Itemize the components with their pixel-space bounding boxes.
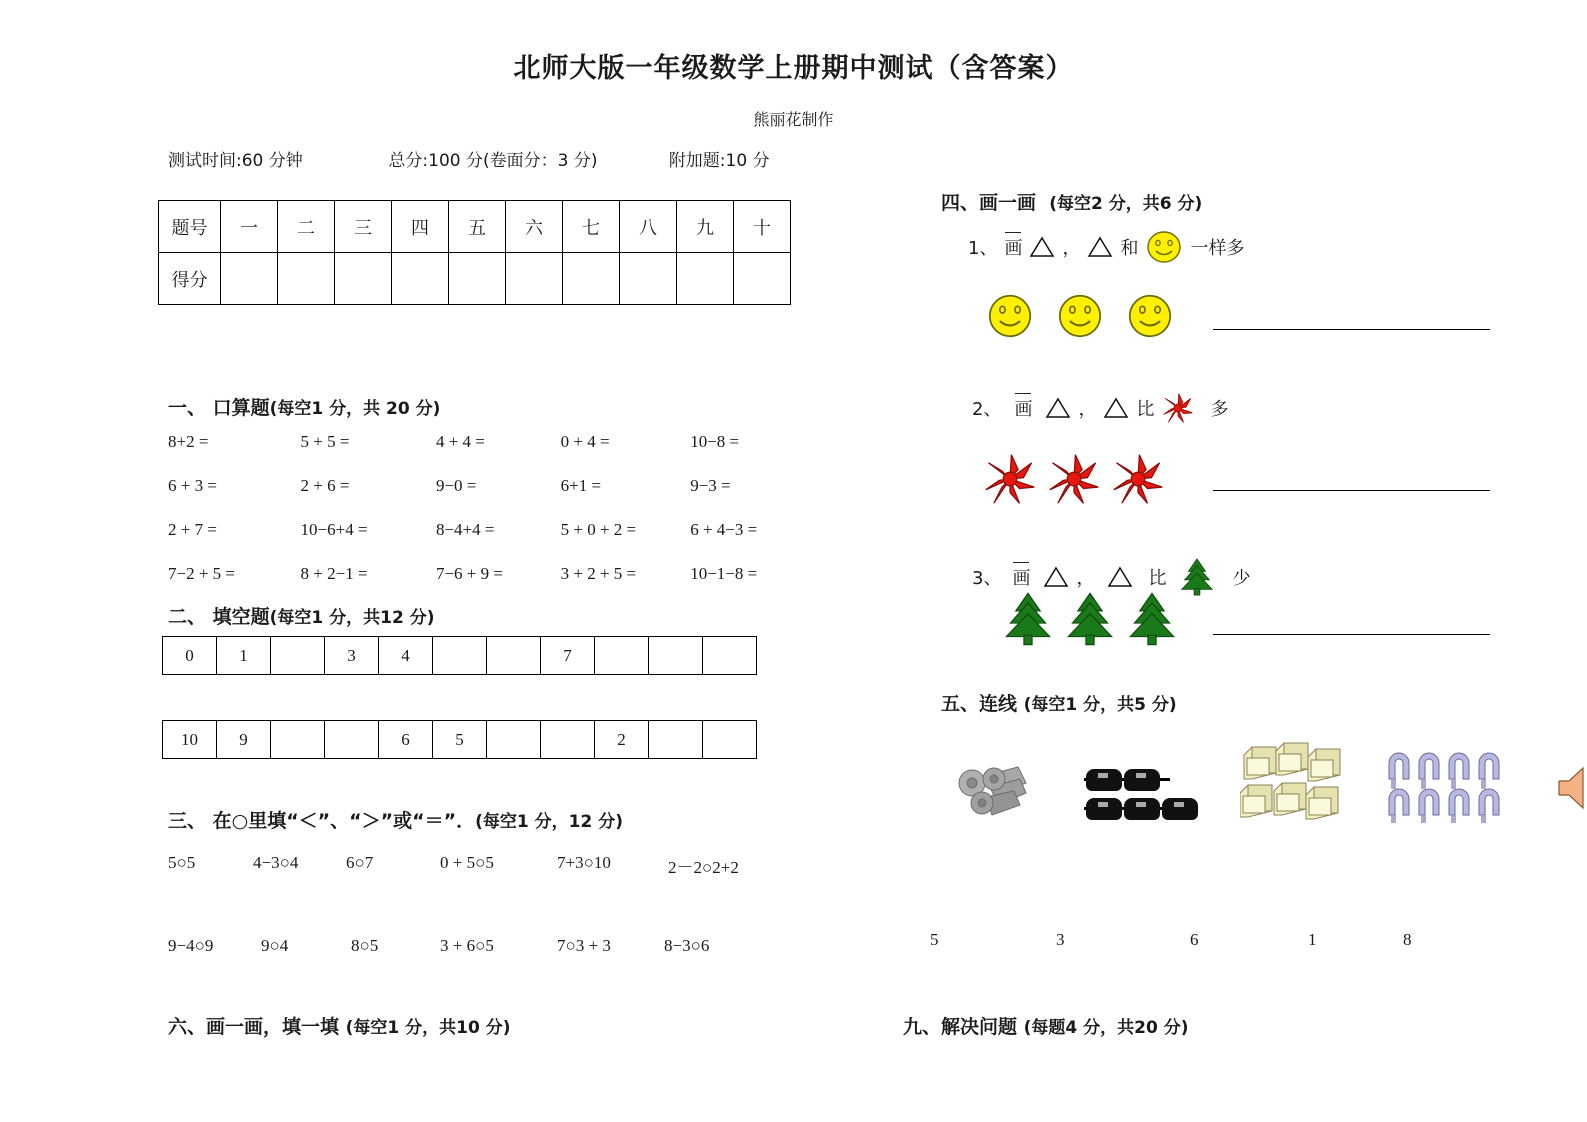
triangle-icon bbox=[1043, 566, 1069, 588]
calc-problem[interactable]: 4 + 4 = bbox=[435, 432, 485, 451]
tree-icon bbox=[1064, 592, 1116, 646]
score-cell-3[interactable] bbox=[335, 253, 392, 305]
triangle-icon bbox=[1087, 236, 1113, 258]
strip-cell[interactable] bbox=[541, 721, 595, 759]
lianxian-group-3[interactable] bbox=[1240, 741, 1348, 828]
lianxian-number[interactable]: 8 bbox=[1403, 930, 1412, 949]
compare-problem[interactable]: 4−3○4 bbox=[253, 853, 299, 872]
row-label-score: 得分 bbox=[159, 253, 221, 305]
number-strip-bottom bbox=[162, 720, 757, 759]
calc-problem[interactable]: 6 + 3 = bbox=[168, 476, 217, 495]
section-9-title: 九、解决问题 bbox=[903, 1016, 1018, 1038]
section-9-heading bbox=[903, 1012, 1189, 1039]
strip-cell[interactable]: 3 bbox=[325, 637, 379, 675]
lianxian-group-5[interactable] bbox=[1555, 763, 1587, 818]
score-table bbox=[158, 200, 791, 305]
strip-cell[interactable]: 5 bbox=[433, 721, 487, 759]
strip-cell[interactable] bbox=[271, 637, 325, 675]
table-row bbox=[163, 721, 757, 759]
tree-icon bbox=[1002, 592, 1054, 646]
triangle-icon bbox=[1107, 566, 1133, 588]
section-1-heading bbox=[168, 393, 440, 420]
score-cell-6[interactable] bbox=[506, 253, 563, 305]
table-row bbox=[163, 637, 757, 675]
bonus-label: 附加题:10 分 bbox=[668, 151, 770, 171]
calc-problem[interactable]: 10−8 = bbox=[690, 432, 740, 451]
flower-group bbox=[982, 452, 1166, 506]
calc-problem[interactable]: 6 + 4−3 = bbox=[690, 520, 758, 539]
col-header-9: 九 bbox=[677, 201, 734, 253]
calc-problem[interactable]: 0 + 4 = bbox=[560, 432, 610, 451]
draw-item-3 bbox=[972, 558, 1250, 596]
strip-cell[interactable]: 2 bbox=[595, 721, 649, 759]
calc-problem[interactable]: 8−4+4 = bbox=[435, 520, 495, 539]
section-2-title: 二、 填空题 bbox=[168, 606, 270, 628]
strip-cell[interactable] bbox=[271, 721, 325, 759]
flower-icon bbox=[982, 452, 1038, 506]
calc-problem[interactable]: 10−1−8 = bbox=[690, 564, 758, 583]
page-title: 北师大版一年级数学上册期中测试（含答案） bbox=[513, 53, 1074, 84]
lianxian-number[interactable]: 3 bbox=[1056, 930, 1065, 949]
item-compare-word: 比 bbox=[1148, 568, 1167, 589]
lianxian-number[interactable]: 5 bbox=[930, 930, 939, 949]
arithmetic-row bbox=[168, 520, 808, 564]
section-4-heading bbox=[941, 188, 1202, 215]
compare-problem[interactable]: 0 + 5○5 bbox=[440, 853, 494, 872]
gears-icon bbox=[950, 761, 1032, 823]
arithmetic-row bbox=[168, 476, 808, 520]
calc-problem[interactable]: 5 + 5 = bbox=[300, 432, 350, 451]
item-compare-word: 比 bbox=[1136, 399, 1155, 420]
calc-problem[interactable]: 9−0 = bbox=[435, 476, 477, 495]
answer-line-1[interactable] bbox=[1213, 329, 1490, 330]
score-cell-2[interactable] bbox=[278, 253, 335, 305]
smiley-group bbox=[986, 292, 1174, 340]
item-verb: 画 bbox=[1004, 234, 1022, 260]
magnets-icon bbox=[1385, 749, 1515, 823]
col-header-8: 八 bbox=[620, 201, 677, 253]
calc-problem[interactable]: 7−2 + 5 = bbox=[168, 564, 236, 583]
exam-meta bbox=[168, 146, 968, 171]
section-1-points: (每空1 分，共 20 分) bbox=[269, 399, 441, 419]
score-cell-8[interactable] bbox=[620, 253, 677, 305]
triangle-icon bbox=[1045, 397, 1071, 419]
compare-problem[interactable]: 3 + 6○5 bbox=[440, 936, 494, 955]
arithmetic-row bbox=[168, 432, 808, 476]
compare-row-2 bbox=[168, 936, 808, 966]
section-5-heading bbox=[941, 689, 1177, 716]
number-strip-top bbox=[162, 636, 757, 675]
calc-problem[interactable]: 7−6 + 9 = bbox=[435, 564, 503, 583]
compare-problem[interactable]: 5○5 bbox=[168, 853, 196, 872]
strip-cell[interactable] bbox=[595, 637, 649, 675]
arithmetic-grid bbox=[168, 432, 808, 608]
compare-problem[interactable]: 6○7 bbox=[346, 853, 374, 872]
section-5-points: (每空1 分，共5 分) bbox=[1023, 695, 1177, 715]
table-row bbox=[159, 201, 791, 253]
item-number: 1、 bbox=[968, 238, 998, 259]
section-6-title: 六、画一画，填一填 bbox=[168, 1016, 340, 1038]
author-line: 熊丽花制作 bbox=[753, 110, 834, 129]
lianxian-icon-row bbox=[930, 738, 1510, 828]
flower-icon bbox=[1110, 452, 1166, 506]
score-cell-5[interactable] bbox=[449, 253, 506, 305]
item-suffix: 少 bbox=[1232, 568, 1251, 589]
strip-cell[interactable] bbox=[433, 637, 487, 675]
cars-icon bbox=[1080, 765, 1210, 823]
item-comma: ， bbox=[1062, 238, 1081, 259]
score-cell-4[interactable] bbox=[392, 253, 449, 305]
strip-cell[interactable] bbox=[487, 637, 541, 675]
col-header-10: 十 bbox=[734, 201, 791, 253]
section-3-points: (每空1 分，12 分) bbox=[475, 812, 623, 832]
tree-icon bbox=[1179, 558, 1215, 596]
compare-problem[interactable]: 9○4 bbox=[261, 936, 289, 955]
total-score-label: 总分:100 分(卷面分：3 分) bbox=[388, 151, 598, 171]
triangle-icon bbox=[1029, 236, 1055, 258]
lianxian-number[interactable]: 6 bbox=[1190, 930, 1199, 949]
flower-icon bbox=[1046, 452, 1102, 506]
col-header-4: 四 bbox=[392, 201, 449, 253]
lianxian-group-1[interactable] bbox=[950, 761, 1032, 828]
col-header-6: 六 bbox=[506, 201, 563, 253]
item-verb: 画 bbox=[1014, 395, 1032, 421]
strip-cell[interactable] bbox=[703, 637, 757, 675]
lianxian-group-2[interactable] bbox=[1080, 765, 1210, 828]
score-cell-10[interactable] bbox=[734, 253, 791, 305]
smiley-icon bbox=[1126, 292, 1174, 340]
item-comma: ， bbox=[1076, 568, 1095, 589]
compare-problem[interactable]: 2－2○2+2 bbox=[668, 858, 739, 877]
section-4-points: (每空2 分，共6 分) bbox=[1049, 194, 1203, 214]
calc-problem[interactable]: 10−6+4 = bbox=[300, 520, 368, 539]
flower-icon bbox=[1161, 392, 1195, 424]
row-label-number: 题号 bbox=[159, 201, 221, 253]
score-cell-1[interactable] bbox=[221, 253, 278, 305]
calc-problem[interactable]: 2 + 7 = bbox=[168, 520, 217, 539]
compare-problem[interactable]: 7○3 + 3 bbox=[557, 936, 611, 955]
strip-cell[interactable] bbox=[325, 721, 379, 759]
lianxian-number[interactable]: 1 bbox=[1308, 930, 1317, 949]
compare-problem[interactable]: 8○5 bbox=[351, 936, 379, 955]
strip-cell[interactable] bbox=[703, 721, 757, 759]
strip-cell[interactable]: 6 bbox=[379, 721, 433, 759]
section-6-heading bbox=[168, 1012, 511, 1039]
strip-cell[interactable]: 10 bbox=[163, 721, 217, 759]
col-header-2: 二 bbox=[278, 201, 335, 253]
section-2-heading bbox=[168, 602, 435, 629]
compare-problem[interactable]: 7+3○10 bbox=[557, 853, 611, 872]
col-header-7: 七 bbox=[563, 201, 620, 253]
calc-problem[interactable]: 5 + 0 + 2 = bbox=[560, 520, 637, 539]
item-verb: 画 bbox=[1012, 564, 1030, 590]
col-header-5: 五 bbox=[449, 201, 506, 253]
smiley-icon bbox=[986, 292, 1034, 340]
section-1-title: 一、 口算题 bbox=[168, 397, 270, 419]
strip-cell[interactable]: 7 bbox=[541, 637, 595, 675]
lianxian-group-4[interactable] bbox=[1385, 749, 1515, 828]
table-row bbox=[159, 253, 791, 305]
calc-problem[interactable]: 8+2 = bbox=[168, 432, 209, 451]
section-5-title: 五、连线 bbox=[941, 693, 1018, 715]
compare-problem[interactable]: 9−4○9 bbox=[168, 936, 214, 955]
strip-cell[interactable]: 1 bbox=[217, 637, 271, 675]
triangle-icon bbox=[1103, 397, 1129, 419]
strip-cell[interactable] bbox=[649, 721, 703, 759]
smiley-icon bbox=[1056, 292, 1104, 340]
section-3-title: 三、 在○里填“＜”、“＞”或“＝”． bbox=[168, 810, 476, 832]
score-cell-9[interactable] bbox=[677, 253, 734, 305]
section-4-title: 四、画一画 bbox=[941, 192, 1037, 214]
speaker-icon bbox=[1555, 763, 1587, 813]
tree-group bbox=[1002, 592, 1178, 646]
calc-problem[interactable]: 3 + 2 + 5 = bbox=[560, 564, 637, 583]
section-3-heading bbox=[168, 806, 623, 833]
strip-cell[interactable] bbox=[649, 637, 703, 675]
strip-cell[interactable]: 9 bbox=[217, 721, 271, 759]
strip-cell[interactable] bbox=[487, 721, 541, 759]
section-6-points: (每空1 分，共10 分) bbox=[345, 1018, 511, 1038]
item-comma: ， bbox=[1078, 399, 1097, 420]
test-time-label: 测试时间:60 分钟 bbox=[168, 151, 303, 171]
monitors-icon bbox=[1240, 741, 1348, 823]
answer-line-3[interactable] bbox=[1213, 634, 1490, 635]
smiley-icon bbox=[1145, 230, 1183, 264]
item-suffix: 多 bbox=[1210, 399, 1229, 420]
strip-cell[interactable]: 0 bbox=[163, 637, 217, 675]
strip-cell[interactable]: 4 bbox=[379, 637, 433, 675]
compare-row-1 bbox=[168, 853, 808, 883]
calc-problem[interactable]: 2 + 6 = bbox=[300, 476, 350, 495]
calc-problem[interactable]: 9−3 = bbox=[690, 476, 731, 495]
item-suffix: 一样多 bbox=[1190, 238, 1245, 259]
section-2-points: (每空1 分，共12 分) bbox=[269, 608, 435, 628]
section-9-points: (每题4 分，共20 分) bbox=[1023, 1018, 1189, 1038]
draw-item-2 bbox=[972, 392, 1228, 424]
score-cell-7[interactable] bbox=[563, 253, 620, 305]
item-number: 2、 bbox=[972, 399, 1002, 420]
answer-line-2[interactable] bbox=[1213, 490, 1490, 491]
item-compare-word: 和 bbox=[1120, 238, 1139, 259]
calc-problem[interactable]: 6+1 = bbox=[560, 476, 602, 495]
calc-problem[interactable]: 8 + 2−1 = bbox=[300, 564, 368, 583]
compare-problem[interactable]: 8−3○6 bbox=[664, 936, 710, 955]
col-header-3: 三 bbox=[335, 201, 392, 253]
draw-item-1 bbox=[968, 230, 1244, 264]
col-header-1: 一 bbox=[221, 201, 278, 253]
tree-icon bbox=[1126, 592, 1178, 646]
item-number: 3、 bbox=[972, 568, 1002, 589]
